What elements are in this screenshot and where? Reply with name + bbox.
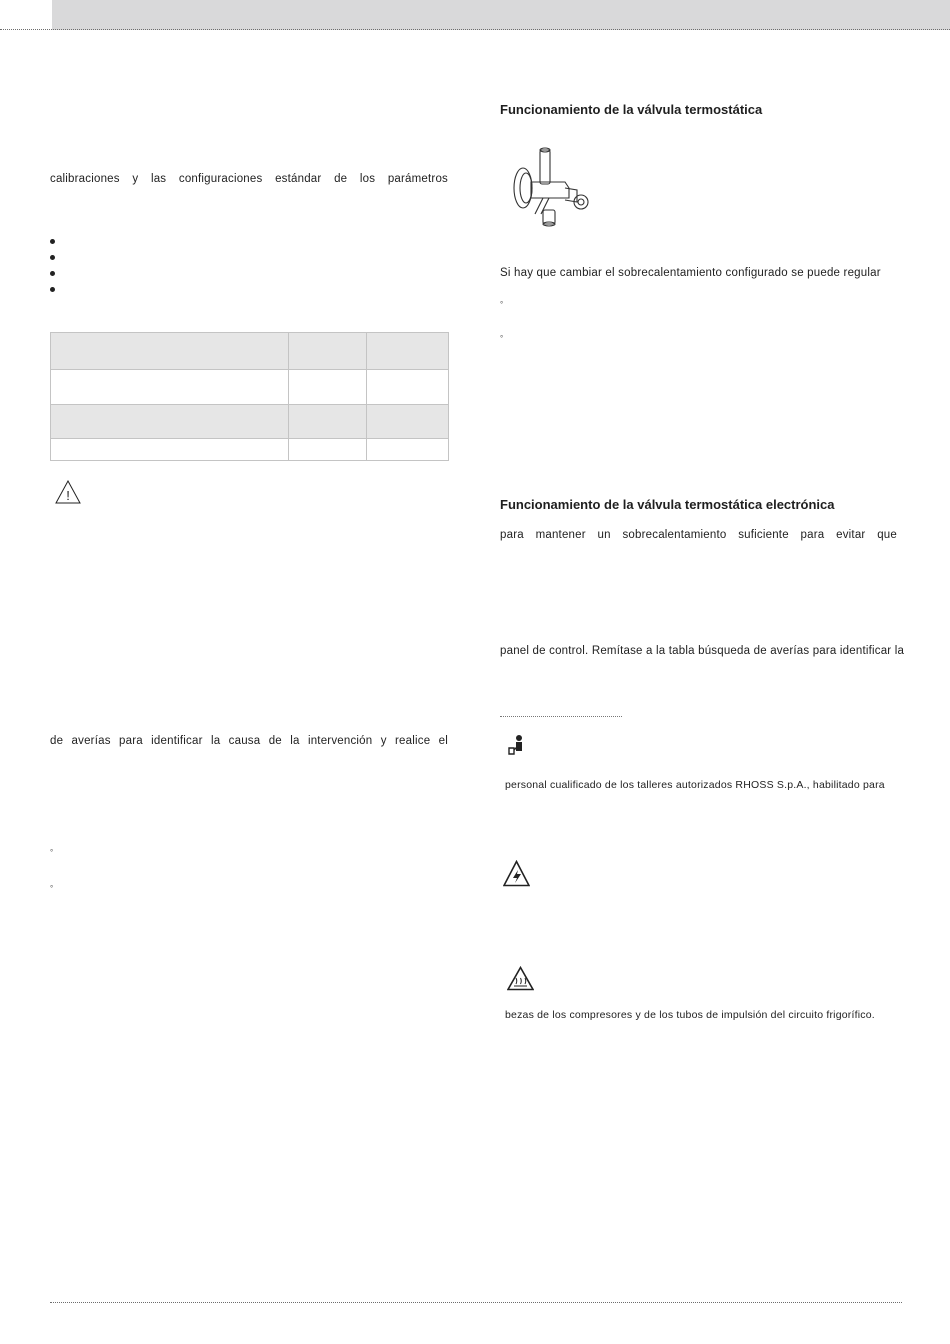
bullet-item bbox=[50, 287, 55, 292]
dotted-separator bbox=[500, 716, 622, 718]
bullet-item bbox=[50, 255, 55, 260]
paragraph-panel-control: panel de control. Remítase a la tabla búsqueda de averías para identificar la bbox=[500, 645, 905, 657]
specification-table bbox=[50, 332, 449, 461]
table-row bbox=[51, 370, 449, 405]
paragraph-mantener: para mantener un sobrecalentamiento suficiente para evitar que bbox=[500, 529, 897, 541]
table-cell bbox=[367, 333, 449, 370]
header-dotted-rule bbox=[0, 29, 950, 30]
qualified-personnel-icon bbox=[507, 734, 525, 756]
warning-triangle-icon bbox=[55, 480, 81, 504]
footer-dotted-rule bbox=[50, 1302, 902, 1303]
table-cell bbox=[51, 405, 289, 439]
table-cell bbox=[289, 439, 367, 461]
table-cell bbox=[51, 439, 289, 461]
table-cell bbox=[51, 333, 289, 370]
bullet-item bbox=[50, 271, 55, 276]
paragraph-calibraciones: calibraciones y las configuraciones estándar de los parámetros bbox=[50, 173, 448, 185]
table-row bbox=[51, 333, 449, 370]
paragraph-averias: de averías para identificar la causa de la intervención y realice el bbox=[50, 735, 448, 747]
thermostatic-valve-illustration bbox=[503, 144, 595, 230]
degree-symbol: ° bbox=[500, 334, 504, 343]
paragraph-personal-cualificado: personal cualificado de los talleres autorizados RHOSS S.p.A., habilitado para bbox=[505, 779, 885, 791]
electrical-hazard-icon bbox=[503, 860, 530, 887]
heading-electronic-thermostatic-valve: Funcionamiento de la válvula termostática electrónica bbox=[500, 497, 835, 512]
table-row bbox=[51, 439, 449, 461]
table-cell bbox=[289, 333, 367, 370]
paragraph-bezas-compresores: bezas de los compresores y de los tubos de impulsión del circuito frigorífico. bbox=[505, 1009, 875, 1021]
header-bar bbox=[52, 0, 950, 30]
hot-surface-icon bbox=[507, 966, 534, 991]
table-cell bbox=[367, 439, 449, 461]
heading-thermostatic-valve: Funcionamiento de la válvula termostática bbox=[500, 102, 763, 117]
paragraph-sobrecalentamiento: Si hay que cambiar el sobrecalentamiento configurado se puede regular bbox=[500, 267, 881, 279]
table-row bbox=[51, 405, 449, 439]
table-cell bbox=[367, 370, 449, 405]
degree-symbol: ° bbox=[500, 300, 504, 309]
table-cell bbox=[367, 405, 449, 439]
degree-symbol: ° bbox=[50, 848, 54, 857]
table-cell bbox=[289, 405, 367, 439]
table-cell bbox=[51, 370, 289, 405]
degree-symbol: ° bbox=[50, 884, 54, 893]
bullet-item bbox=[50, 239, 55, 244]
table-cell bbox=[289, 370, 367, 405]
warning-mark: ! bbox=[66, 488, 70, 503]
